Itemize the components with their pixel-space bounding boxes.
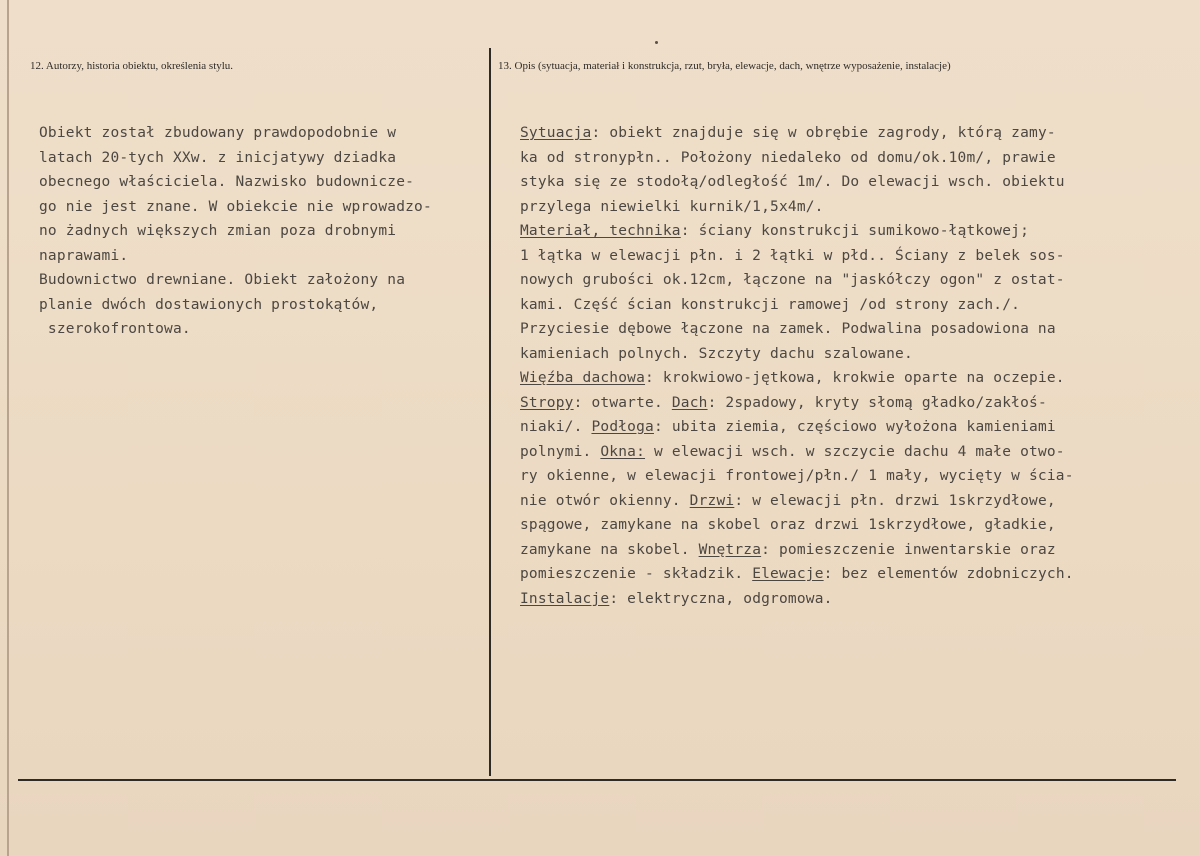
text-line: obecnego właściciela. Nazwisko budownicze- <box>39 174 415 190</box>
field-text: : krokwiowo-jętkowa, krokwie oparte na oczepie. <box>645 370 1065 386</box>
text-line <box>520 195 1074 220</box>
text-line <box>520 268 1074 293</box>
field-label: Materiał, technika <box>520 223 681 239</box>
text-line: Budownictwo drewniane. Obiekt założony na <box>39 272 406 288</box>
field-text: kamieniach polnych. Szczyty dachu szalowane. <box>520 345 913 362</box>
field-text: przylega niewielki kurnik/1,5x4m/. <box>520 198 824 215</box>
field-text: : w elewacji płn. drzwi 1skrzydłowe, <box>734 492 1056 509</box>
field-text: zamykane na skobel. <box>520 541 699 558</box>
text-line <box>520 317 1074 342</box>
field-text: 1 łątka w elewacji płn. i 2 łątki w płd.. Ściany z belek sos- <box>520 247 1065 264</box>
field-label: Wnętrza <box>698 541 762 558</box>
text-line: Obiekt został zbudowany prawdopodobnie w <box>39 125 397 141</box>
field-text: spągowe, zamykane na skobel oraz drzwi 1skrzydłowe, gładkie, <box>520 517 1056 533</box>
field-label: Okna: <box>600 443 646 460</box>
field-label: Stropy <box>520 394 574 411</box>
text-line <box>520 244 1074 269</box>
text-line <box>520 464 1074 489</box>
text-line <box>520 587 1074 612</box>
text-line <box>520 121 1074 146</box>
field-label: Sytuacja <box>520 125 592 141</box>
field-text: : ściany konstrukcji sumikowo-łątkowej; <box>680 223 1030 239</box>
field-text: w elewacji wsch. w szczycie dachu 4 małe otwo- <box>645 443 1065 460</box>
text-line <box>520 562 1074 587</box>
text-line <box>520 170 1074 195</box>
column-divider <box>489 48 491 776</box>
field-text: polnymi. <box>520 443 601 460</box>
section-13-header: 13. Opis (sytuacja, materiał i konstrukcja, rzut, bryła, elewacje, dach, wnętrze wyposażenie, instalacje) <box>498 60 951 72</box>
text-line <box>520 538 1074 563</box>
field-text: : 2spadowy, kryty słomą gładko/zakłoś- <box>707 394 1047 411</box>
field-label: Elewacje <box>752 566 824 582</box>
text-line: naprawami. <box>39 247 129 264</box>
section-12-header: 12. Autorzy, historia obiektu, określenia stylu. <box>30 60 234 72</box>
field-text: Przyciesie dębowe łączone na zamek. Podwalina posadowiona na <box>520 321 1056 337</box>
field-text: : otwarte. <box>573 394 672 411</box>
text-line <box>520 440 1074 465</box>
field-text: styka się ze stodołą/odległość 1m/. Do elewacji wsch. obiektu <box>520 174 1065 190</box>
field-text: nowych grubości ok.12cm, łączone na "jaskółczy ogon" z ostat- <box>520 272 1065 288</box>
text-line <box>520 293 1074 318</box>
bottom-rule <box>18 779 1176 781</box>
text-line <box>520 489 1074 514</box>
field-text: ry okienne, w elewacji frontowej/płn./ 1 mały, wycięty w ścia- <box>520 468 1074 484</box>
field-text: : pomieszczenie inwentarskie oraz <box>761 541 1056 558</box>
field-label: Drzwi <box>689 492 735 509</box>
field-text: : ubita ziemia, częściowo wyłożona kamieniami <box>653 419 1056 435</box>
field-text: : elektryczna, odgromowa. <box>609 590 833 607</box>
text-line: planie dwóch dostawionych prostokątów, <box>39 296 379 313</box>
text-line <box>520 415 1074 440</box>
field-label: Dach <box>671 394 708 411</box>
field-text: pomieszczenie - składzik. <box>520 566 753 582</box>
field-text: : bez elementów zdobniczych. <box>823 566 1074 582</box>
text-line: go nie jest znane. W obiekcie nie wprowadzo- <box>39 198 432 215</box>
text-line <box>520 513 1074 538</box>
field-text: ka od stronypłn.. Położony niedaleko od domu/ok.10m/, prawie <box>520 149 1056 166</box>
text-line <box>520 366 1074 391</box>
field-text: kami. Część ścian konstrukcji ramowej /od strony zach./. <box>520 296 1021 313</box>
text-line <box>520 146 1074 171</box>
description-text <box>520 121 1074 611</box>
field-text: nie otwór okienny. <box>520 492 690 509</box>
text-line <box>520 342 1074 367</box>
paper-speck <box>655 41 658 44</box>
authors-history-text <box>39 121 432 342</box>
field-label: Podłoga <box>591 419 654 435</box>
text-line <box>520 219 1074 244</box>
field-label: Instalacje <box>520 590 610 607</box>
field-text: : obiekt znajduje się w obrębie zagrody, którą zamy- <box>591 125 1056 141</box>
text-line: latach 20-tych XXw. z inicjatywy dziadka <box>39 149 397 166</box>
text-line: no żadnych większych zmian poza drobnymi <box>39 223 397 239</box>
text-line: szerokofrontowa. <box>39 321 191 337</box>
field-text: niaki/. <box>520 419 592 435</box>
text-line <box>520 391 1074 416</box>
field-label: Więźba dachowa <box>520 370 646 386</box>
card-left-edge <box>7 0 9 856</box>
